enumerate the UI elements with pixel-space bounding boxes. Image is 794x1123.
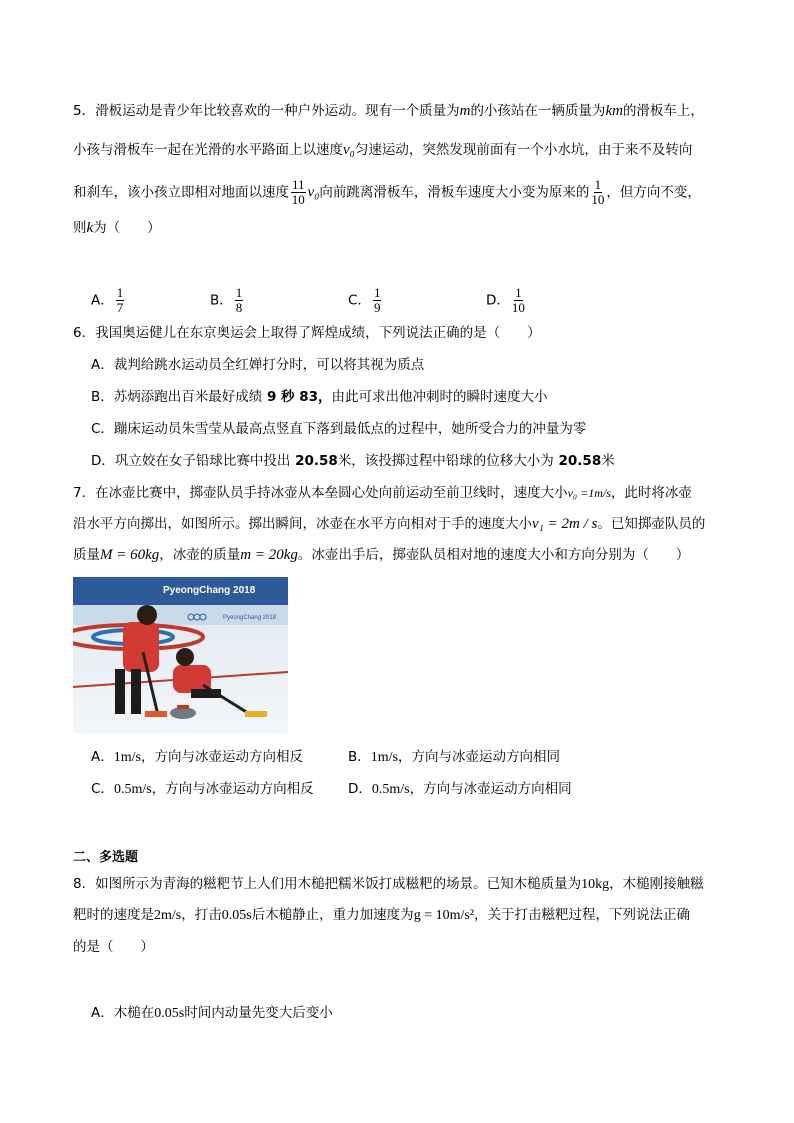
q5-line2 (73, 140, 692, 160)
q5-line3 (73, 178, 701, 207)
fraction-numerator: 1 (515, 285, 522, 300)
q8-option-a[interactable] (91, 1003, 333, 1024)
broom-head (145, 711, 167, 717)
option-text: 时间内动量先变大后变小 (184, 1005, 333, 1021)
var-km: km (605, 103, 623, 119)
option-label: B． (348, 749, 371, 765)
q8-text: ，关于打击糍粑过程，下列说法正确 (474, 907, 691, 923)
var-v0-eq: v₀ =1m/s (567, 486, 611, 500)
fraction-denominator: 10 (511, 300, 525, 315)
option-text-bold: 9 秒 83， (262, 389, 332, 405)
fraction-numerator: 1 (373, 285, 381, 300)
q8-line1 (73, 874, 704, 895)
option-label: C． (91, 781, 114, 797)
var-k: k (86, 220, 94, 236)
option-text-bold: 20.58 (553, 453, 602, 469)
q7-text: 。已知掷壶队员的 (597, 516, 706, 532)
option-value: 0.05s (154, 1006, 185, 1021)
fraction-denominator: 10 (291, 192, 305, 207)
option-label: A． (91, 292, 114, 309)
option-text: B．苏炳添跑出百米最好成绩 (91, 389, 263, 405)
option-value: 0.5m/s (113, 782, 152, 797)
q6-option-a[interactable] (91, 355, 424, 375)
q5-option-c[interactable] (348, 286, 383, 315)
player-man-torso (123, 622, 159, 672)
q7-text: ，冰壶的质量 (159, 547, 241, 563)
var-m: m (459, 103, 471, 119)
q5-text: 小孩与滑板车一起在光滑的水平路面上以速度 (73, 142, 343, 158)
banner-text-small: PyeongChang 2018 (223, 615, 277, 621)
var-m-eq: m = 20kg (240, 547, 298, 563)
q8-text: 的是（ ） (73, 939, 154, 955)
q8-text: 后木槌静止，重力加速度为 (251, 907, 414, 923)
q7-text: ，此时将冰壶 (610, 485, 692, 501)
option-text: 由此可求出他冲刺时的瞬时速度大小 (331, 389, 548, 405)
q7-text: 沿水平方向掷出，如图所示。掷出瞬间，冰壶在水平方向相对于手的速度大小 (73, 516, 532, 532)
var-M-eq: M = 60kg (100, 547, 160, 563)
q6-text: 6．我国奥运健儿在东京奥运会上取得了辉煌成绩，下列说法正确的是（ ） (73, 325, 541, 341)
option-value: 1m/s (113, 750, 141, 765)
fraction-1-10 (591, 178, 604, 207)
q8-line2 (73, 905, 690, 926)
q8-line3 (73, 937, 154, 957)
q5-line1 (73, 101, 704, 121)
option-text: C．蹦床运动员朱雪莹从最高点竖直下落到最低点的过程中，她所受合力的冲量为零 (91, 421, 587, 437)
var-v1-eq: v₁ = 2m / s (532, 516, 598, 532)
q6-option-b[interactable] (91, 387, 548, 407)
q5-text: 和刹车，该小孩立即相对地面以速度 (73, 184, 289, 201)
option-text: ，方向与冰壶运动方向相反 (140, 749, 303, 765)
q5-line4 (73, 218, 161, 238)
q8-velocity: 2m/s (154, 908, 182, 923)
option-text: ，方向与冰壶运动方向相同 (409, 781, 572, 797)
option-text: A．裁判给跳水运动员全红婵打分时，可以将其视为质点 (91, 357, 425, 373)
q5-text: 为（ ） (93, 220, 161, 236)
option-label: D． (348, 781, 372, 797)
option-text: D．巩立姣在女子铅球比赛中投出 (91, 453, 291, 469)
fraction-denominator: 9 (373, 300, 381, 315)
q8-mass: 10kg (581, 877, 610, 892)
option-label: B． (210, 292, 233, 309)
option-text: 米 (601, 453, 615, 469)
option-text: 米，该投掷过程中铅球的位移大小为 (337, 453, 554, 469)
fraction-numerator: 11 (292, 177, 305, 192)
q7-line2 (73, 514, 705, 534)
q6-stem (73, 323, 541, 343)
q7-text: 质量 (73, 547, 100, 563)
q5-text: 的滑板车上， (622, 103, 704, 119)
player-woman-torso (173, 665, 211, 693)
q8-text: 粑时的速度是 (73, 907, 154, 923)
fraction-denominator: 7 (116, 300, 124, 315)
q7-line1 (73, 483, 692, 503)
broom-head (245, 711, 267, 717)
q5-text: 的小孩站在一辆质量为 (470, 103, 606, 119)
q7-option-b[interactable] (348, 747, 560, 768)
option-fraction (373, 286, 382, 315)
q5-option-a[interactable] (91, 286, 126, 315)
q7-text: 。冰壶出手后，掷壶队员相对地的速度大小和方向分别为（ ） (297, 547, 690, 563)
option-text: A．木槌在 (91, 1005, 155, 1021)
curling-illustration (73, 577, 288, 733)
q8-text: 8．如图所示为青海的糍粑节上人们用木槌把糯米饭打成糍粑的场景。已知木槌质量为 (73, 876, 582, 892)
curling-photo (73, 577, 288, 733)
option-text-bold: 20.58 (290, 453, 338, 469)
curling-stone-handle (177, 705, 189, 709)
option-label: A． (91, 749, 114, 765)
q8-time: 0.05s (221, 908, 252, 923)
option-value: 0.5m/s (371, 782, 410, 797)
var-v0: v₀ (307, 184, 320, 201)
q7-text: 7．在冰壶比赛中，掷壶队员手持冰壶从本垒圆心处向前运动至前卫线时，速度大小 (73, 485, 568, 501)
q8-gravity: g = 10m/s² (413, 908, 475, 923)
player-man-head (137, 605, 157, 625)
section-heading (73, 848, 138, 868)
q6-option-c[interactable] (91, 419, 586, 439)
q7-option-d[interactable] (348, 779, 572, 800)
option-fraction (235, 286, 244, 315)
q5-text: 5．滑板运动是青少年比较喜欢的一种户外运动。现有一个质量为 (73, 103, 460, 119)
q7-line3 (73, 545, 689, 565)
q5-text: 向前跳离滑板车，滑板车速度大小变为原来的 (319, 184, 590, 201)
fraction-numerator: 1 (116, 285, 124, 300)
option-label: D． (486, 292, 510, 309)
banner-text: PyeongChang 2018 (163, 585, 256, 596)
option-value: 1m/s (370, 750, 398, 765)
q5-text: ，但方向不变， (606, 184, 701, 201)
q7-option-c[interactable] (91, 779, 314, 800)
fraction-denominator: 8 (235, 300, 243, 315)
var-v0: v₀ (343, 142, 355, 158)
player-woman-head (176, 648, 194, 666)
q8-text: ，打击 (181, 907, 222, 923)
section-title: 二、多选题 (73, 850, 139, 865)
option-fraction (512, 286, 525, 315)
option-fraction (116, 286, 125, 315)
fraction-11-10 (291, 178, 306, 207)
q6-option-d[interactable] (91, 451, 615, 471)
fraction-numerator: 1 (594, 177, 602, 192)
q5-option-b[interactable] (210, 286, 245, 315)
option-text: ，方向与冰壶运动方向相同 (398, 749, 560, 765)
q7-option-a[interactable] (91, 747, 303, 768)
q5-option-d[interactable] (486, 286, 527, 315)
fraction-numerator: 1 (235, 285, 243, 300)
q5-text: 则 (73, 220, 87, 236)
q5-text: 匀速运动，突然发现前面有一个小水坑，由于来不及转向 (354, 142, 693, 158)
fraction-denominator: 10 (591, 192, 605, 207)
option-label: C． (348, 292, 371, 309)
q8-text: ，木槌刚接触糍 (609, 876, 704, 892)
option-text: ，方向与冰壶运动方向相反 (151, 781, 314, 797)
